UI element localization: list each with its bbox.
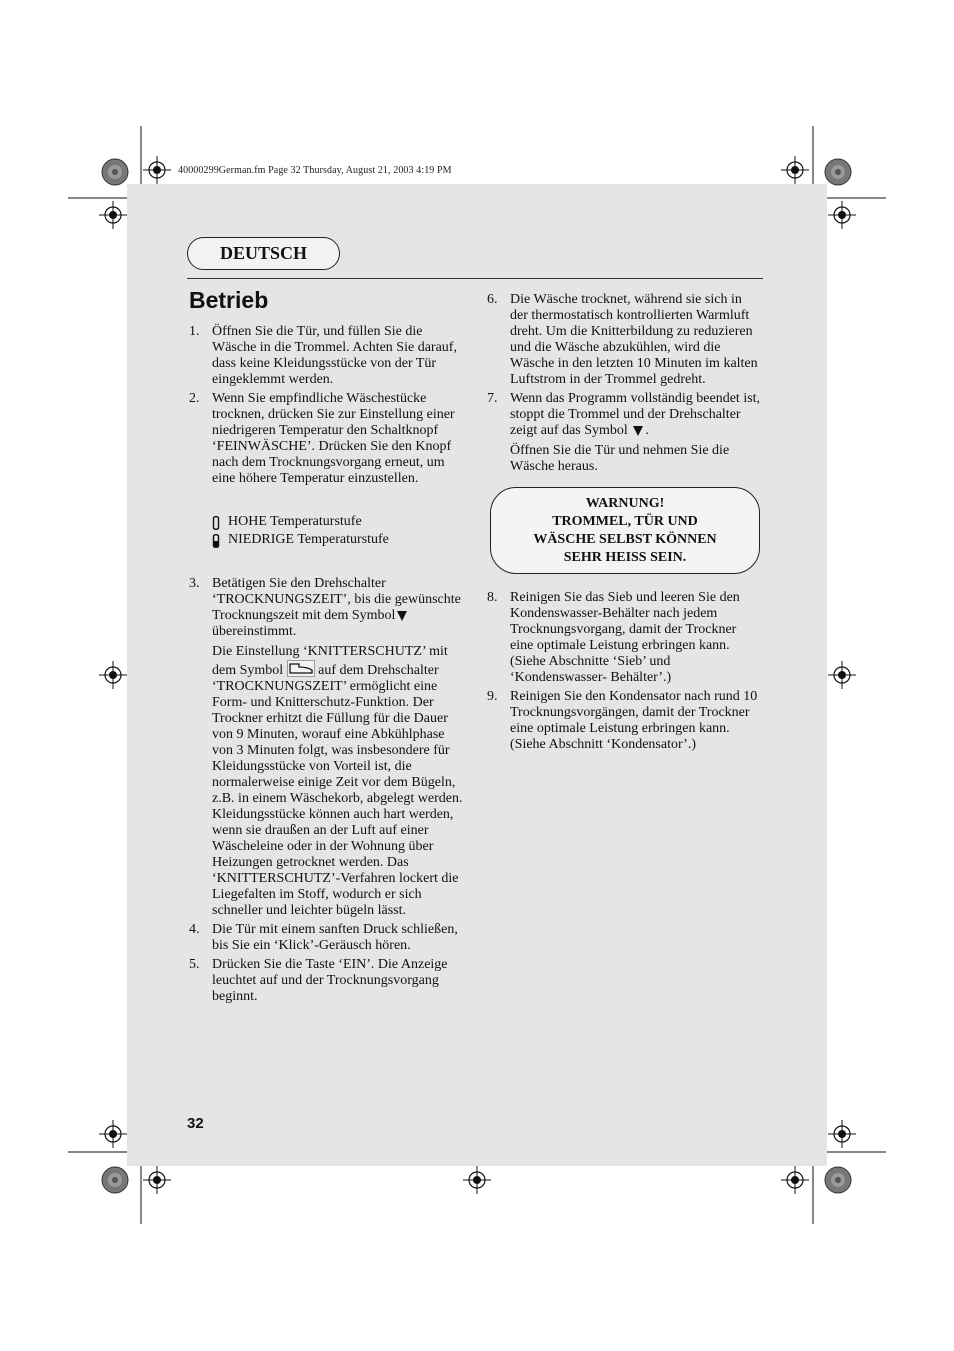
item-number: 1. [189, 324, 200, 339]
item-number: 5. [189, 957, 200, 972]
registration-mark-icon [781, 1166, 809, 1194]
color-bar-starburst-icon [825, 159, 851, 185]
item-text: Reinigen Sie den Kondensator nach rund 10 Trocknungsvorgängen, damit der Trockner eine optimale Leistung erbringen kann. (Siehe Abschnitt ‘Kondensator’.) [510, 689, 758, 752]
item-text-end: übereinstimmt. [212, 624, 297, 639]
warning-line: SEHR HEISS SEIN. [563, 550, 687, 565]
item-paragraph [212, 644, 467, 919]
file-header: 40000299German.fm Page 32 Thursday, August 21, 2003 4:19 PM [178, 165, 452, 176]
item-text: Wenn Sie empfindliche Wäschestücke trocknen, drücken Sie zur Einstellung einer niedrigeren Temperatur den Schaltknopf ‘FEINWÄSCHE’. Drücken Sie den Knopf nach dem Trocknungsvorgang erneut, um eine höhere Temperatur einzustellen. [212, 391, 455, 486]
para-rest: auf dem Drehschalter ‘TROCKNUNGSZEIT’ ermöglicht eine Form- und Knitterschutz-Funktion. Der Trockner erhitzt die Füllung für die Dauer von 9 Minuten, worauf eine Abkühlphase von 3 Minuten folgt, was insbesondere für Kleidungsstücke von Vorteil ist, die normalerweise einige Zeit vor dem Bügeln, z.B. in einem Wäschekorb, abgelegt werden. Kleidungsstücke können auch hart werden, wenn sie draußen an der Luft auf einer Wäscheleine oder in der Wohnung über Heizungen getrocknet werden. Das ‘KNITTERSCHUTZ’-Verfahren lockert die Liegefalten im Stoff, wodurch er sich schneller und leichter bügeln lässt. [212, 663, 463, 918]
temp-low-row [212, 531, 467, 549]
item-text: Wenn das Programm vollständig beendet ist, stoppt die Trommel und der Drehschalter zeigt auf das Symbol [510, 391, 761, 438]
item-text: Öffnen Sie die Tür, und füllen Sie die Wäsche in die Trommel. Achten Sie darauf, dass keine Kleidungsstücke von der Tür eingeklemmt werden. [212, 324, 457, 387]
item-number: 8. [487, 590, 498, 605]
warning-line: WÄSCHE SELBST KÖNNEN [533, 532, 717, 547]
list-item [189, 957, 467, 1005]
registration-mark-icon [828, 1120, 856, 1148]
item-text-end: . [645, 423, 649, 438]
list-item [189, 576, 467, 919]
item-text: Betätigen Sie den Drehschalter ‘TROCKNUNGSZEIT’, bis die gewünschte Trocknungszeit mit dem Symbol [212, 576, 461, 623]
page-title: Betrieb [189, 287, 269, 313]
color-bar-starburst-icon [102, 159, 128, 185]
language-label: DEUTSCH [187, 237, 340, 270]
item-paragraph: Öffnen Sie die Tür und nehmen Sie die Wäsche heraus. [510, 443, 730, 474]
thermometer-low-icon [212, 534, 220, 548]
thermometer-high-icon [212, 516, 220, 530]
item-text: Reinigen Sie das Sieb und leeren Sie den Kondenswasser-Behälter nach jedem Trocknungsvorgang, damit der Trockner eine optimale Leistung erbringen kann. (Siehe Abschnitte ‘Sieb’ und ‘Kondenswasser- Behälter’.) [510, 590, 740, 685]
item-number: 6. [487, 292, 498, 307]
item-number: 4. [189, 922, 200, 937]
left-column [189, 324, 467, 1008]
item-text: Drücken Sie die Taste ‘EIN’. Die Anzeige leuchtet auf und der Trocknungsvorgang beginnt. [212, 957, 448, 1004]
item-number: 3. [189, 576, 200, 591]
registration-mark-icon [99, 201, 127, 229]
triangle-down-icon [395, 610, 409, 622]
temp-low-label: NIEDRIGE Temperaturstufe [228, 532, 389, 547]
para-start: Die Einstellung ‘KNITTERSCHUTZ’ mit dem Symbol [212, 644, 448, 678]
temp-high-row [212, 513, 467, 531]
registration-mark-icon [828, 661, 856, 689]
warning-box [490, 487, 760, 574]
list-item [189, 391, 467, 487]
color-bar-starburst-icon [102, 1167, 128, 1193]
registration-mark-icon [781, 156, 809, 184]
item-text: Die Wäsche trocknet, während sie sich in der thermostatisch kontrollierten Warmluft dreht. Um die Knitterbildung zu reduzieren und die Wäsche abzukühlen, wird die Wäsche in den letzten 10 Minuten im kalten Luftstrom in der Trommel gedreht. [510, 292, 758, 387]
anti-crease-symbol-icon [287, 660, 315, 677]
list-item [487, 689, 763, 753]
registration-mark-icon [99, 1120, 127, 1148]
registration-mark-icon [463, 1166, 491, 1194]
item-number: 7. [487, 391, 498, 406]
triangle-down-icon [631, 425, 645, 437]
registration-mark-icon [143, 156, 171, 184]
registration-mark-icon [99, 661, 127, 689]
warning-heading: WARNUNG! [585, 496, 665, 511]
temp-high-label: HOHE Temperaturstufe [228, 514, 362, 529]
header-rule [187, 278, 763, 279]
registration-mark-icon [828, 201, 856, 229]
right-column [487, 292, 763, 756]
item-text: Die Tür mit einem sanften Druck schließen, bis Sie ein ‘Klick’-Geräusch hören. [212, 922, 458, 953]
temperature-legend [212, 513, 467, 549]
item-number: 9. [487, 689, 498, 704]
warning-line: TROMMEL, TÜR UND [552, 514, 698, 529]
list-item [487, 292, 763, 388]
registration-mark-icon [143, 1166, 171, 1194]
color-bar-starburst-icon [825, 1167, 851, 1193]
list-item [189, 922, 467, 954]
list-item [487, 391, 763, 475]
page-number: 32 [187, 1115, 204, 1132]
list-item [487, 590, 763, 686]
item-number: 2. [189, 391, 200, 406]
list-item [189, 324, 467, 388]
